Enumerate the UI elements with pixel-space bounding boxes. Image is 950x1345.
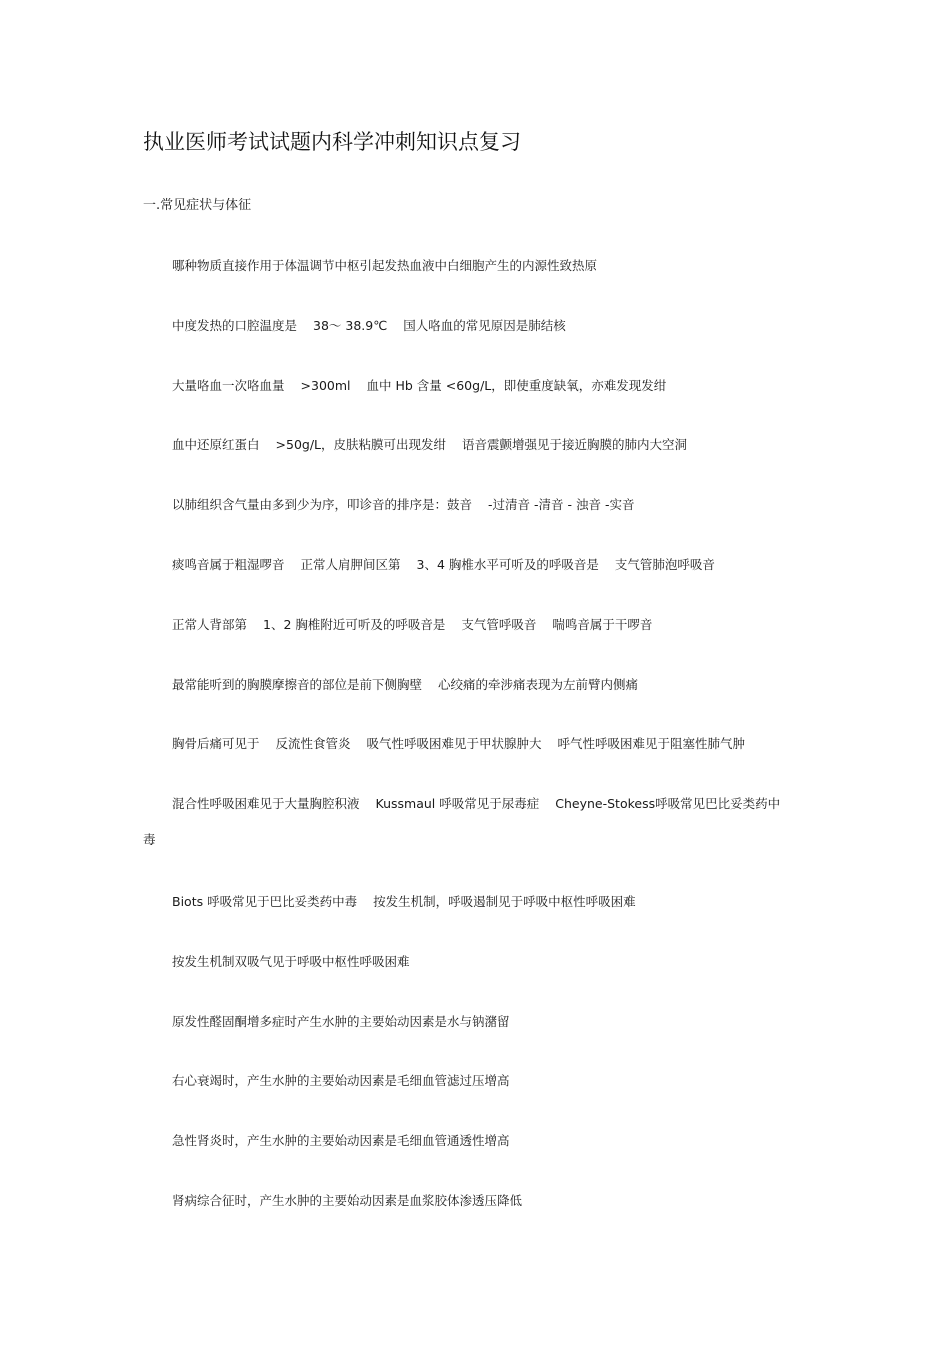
content-line [172,556,715,574]
line-segment: 右心衰竭时，产生水肿的主要始动因素是毛细血管滤过压增高 [172,1073,510,1088]
line-segment: 大量咯血一次咯血量 [172,378,285,393]
line-segment: 支气管呼吸音 [461,617,537,632]
line-segment: Kussmaul 呼吸常见于尿毒症 [375,796,540,811]
line-segment: >50g/L，皮肤粘膜可出现发绀 [275,437,447,452]
line-segment: 1、2 胸椎附近可听及的呼吸音是 [263,617,446,632]
line-segment: 中度发热的口腔温度是 [172,318,298,333]
content-line [172,953,410,971]
line-segment: 按发生机制双吸气见于呼吸中枢性呼吸困难 [172,954,410,969]
line-segment: 3、4 胸椎水平可听及的呼吸音是 [416,557,599,572]
line-segment: Biots 呼吸常见于巴比妥类药中毒 [172,894,358,909]
content-line [172,436,687,454]
line-segment: 语音震颤增强见于接近胸膜的肺内大空洞 [462,437,688,452]
content-line [172,795,780,813]
content-line [172,257,597,275]
content-line [172,317,566,335]
content-line [172,377,666,395]
line-segment: 反流性食管炎 [275,736,351,751]
line-segment: 肾病综合征时，产生水肿的主要始动因素是血浆胶体渗透压降低 [172,1193,523,1208]
line-segment: -过清音 -清音 - 浊音 -实音 [488,497,635,512]
line-segment: 最常能听到的胸膜摩擦音的部位是前下侧胸壁 [172,677,423,692]
line-segment: 原发性醛固酮增多症时产生水肿的主要始动因素是水与钠潴留 [172,1014,510,1029]
line-segment: 哪种物质直接作用于体温调节中枢引起发热血液中白细胞产生的内源性致热原 [172,258,598,273]
content-line [172,735,745,753]
line-segment: 正常人肩胛间区第 [300,557,401,572]
line-segment: 喘鸣音属于干啰音 [552,617,653,632]
line-segment: 混合性呼吸困难见于大量胸腔积液 [172,796,360,811]
line-segment: 国人咯血的常见原因是肺结核 [403,318,566,333]
line-segment: 38～ 38.9℃ [313,318,388,333]
line-segment: 吸气性呼吸困难见于甲状腺肿大 [366,736,542,751]
line-segment: 血中 Hb 含量 <60g/L，即使重度缺氧，亦难发现发绀 [366,378,667,393]
content-line [172,496,634,514]
line-segment: 呼气性呼吸困难见于阻塞性肺气肿 [557,736,746,751]
line-segment: 急性肾炎时，产生水肿的主要始动因素是毛细血管通透性增高 [172,1133,510,1148]
content-line [172,1072,510,1090]
section-heading: 一.常见症状与体征 [143,198,252,213]
document-title: 执业医师考试试题内科学冲刺知识点复习 [143,130,521,154]
line-segment: 以肺组织含气量由多到少为序，叩诊音的排序是：鼓音 [172,497,473,512]
line-segment: >300ml [300,378,351,393]
content-line [172,676,638,694]
content-line [172,1192,522,1210]
line-segment: 按发生机制，呼吸遏制见于呼吸中枢性呼吸困难 [373,894,636,909]
line-segment: 心绞痛的牵涉痛表现为左前臂内侧痛 [438,677,639,692]
content-line [172,1013,510,1031]
line-segment: 血中还原红蛋白 [172,437,260,452]
content-line [172,1132,510,1150]
line-segment: 正常人背部第 [172,617,248,632]
line-segment: Cheyne-Stokess呼吸常见巴比妥类药中 [555,796,781,811]
content-line [172,893,636,911]
content-line [172,616,652,634]
line-wrap-tail: 毒 [143,832,156,847]
line-segment: 支气管肺泡呼吸音 [614,557,715,572]
line-segment: 痰鸣音属于粗湿啰音 [172,557,285,572]
line-segment: 胸骨后痛可见于 [172,736,260,751]
